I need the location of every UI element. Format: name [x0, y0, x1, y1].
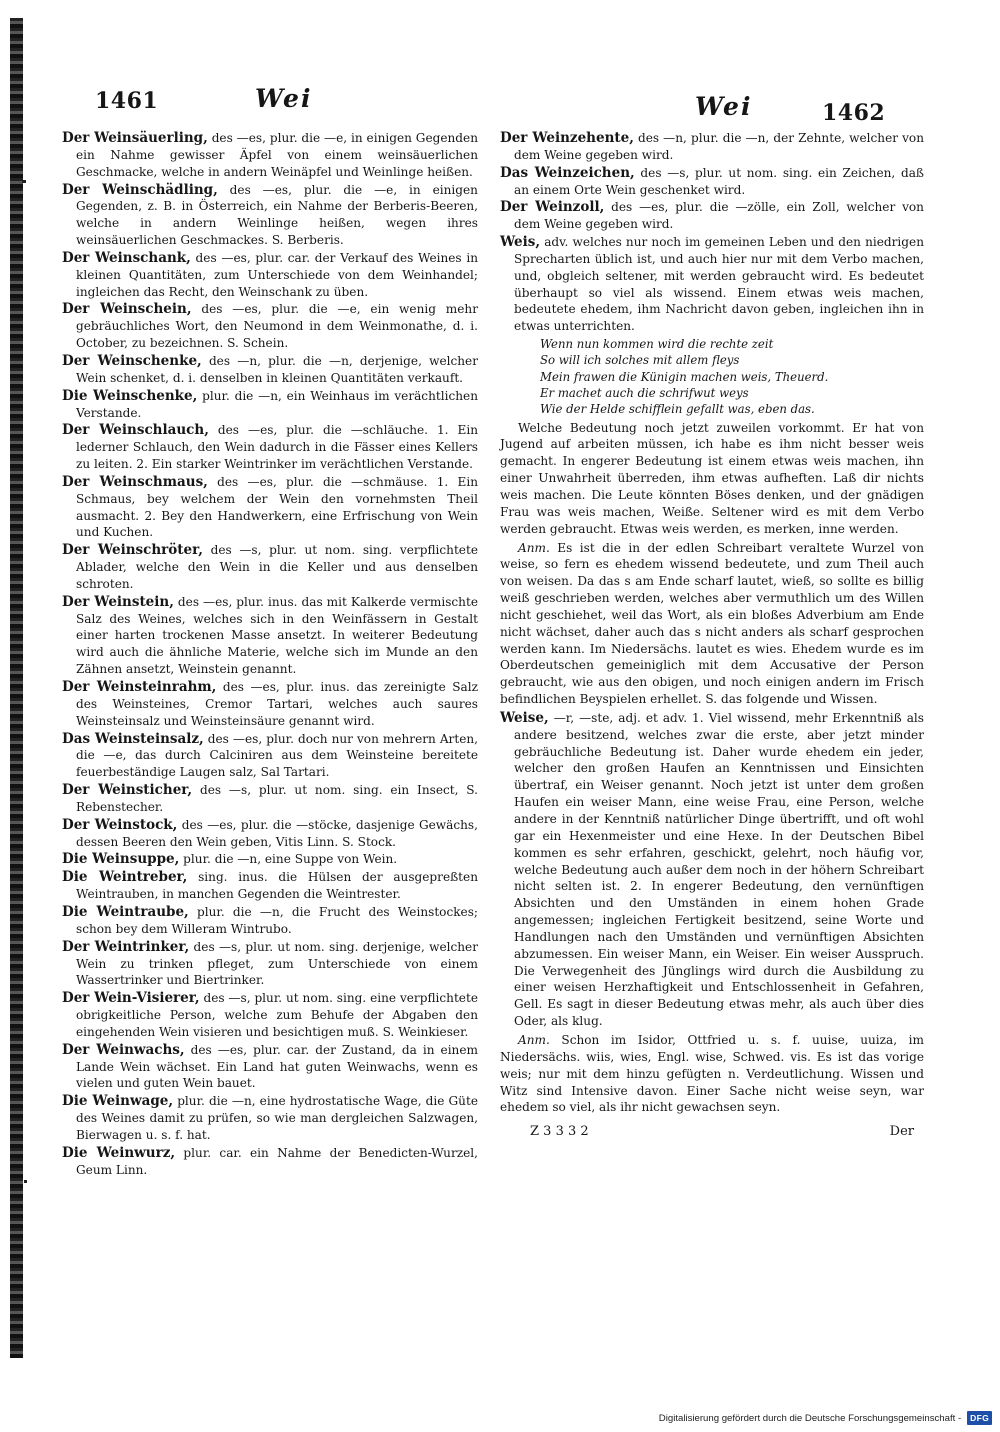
- dictionary-entry: [62, 182, 478, 249]
- entry-text: des —s, plur. ut nom. sing. derjenige, welcher Wein zu trinken pfleget, zum Unterschiede von einem Wassertrinker und Biertrinker.: [76, 939, 478, 988]
- entry-lemma: Das Weinzeichen,: [500, 164, 635, 181]
- dictionary-entry: [62, 731, 478, 782]
- annotation-label: Anm.: [518, 540, 550, 555]
- dictionary-entry: [62, 817, 478, 851]
- entry-text: des —s, plur. ut nom. sing. ein Insect, S. Rebenstecher.: [76, 783, 478, 814]
- entry-lemma: Der Weinzoll,: [500, 199, 605, 216]
- dictionary-entry: [500, 165, 924, 199]
- entry-lemma: Die Weintreber,: [62, 869, 188, 886]
- dictionary-entry: [62, 1093, 478, 1144]
- entry-lemma: Weis,: [500, 234, 541, 251]
- scan-speck: [22, 180, 26, 183]
- entry-lemma: Der Weinschenke,: [62, 352, 202, 369]
- entry-text: plur. die —n, eine hydrostatische Wage, die Güte des Weines damit zu prüfen, so wie man dergleichen Salzwagen, Bierwagen u. s. f. hat.: [76, 1094, 478, 1142]
- dictionary-entry-weise: [500, 710, 924, 1030]
- dictionary-entry: [62, 990, 478, 1041]
- credit-text: Digitalisierung gefördert durch die Deutsche Forschungsgemeinschaft -: [658, 1412, 962, 1424]
- entry-text: adv. welches nur noch im gemeinen Leben und den niedrigen Sprecharten üblich ist, und auch hier nur mit dem Verbo machen, und, obgleich seltener, mit werden gebraucht wird. Es bedeutet überhaupt so viel als wissend. Einem etwas weis machen, bedeutete ehedem, ihm Nachricht davon geben, ingleichen ihn in etwas unterrichten.: [514, 235, 924, 334]
- annotation-weise: [500, 1032, 924, 1116]
- entry-text: des —es, plur. die —e, ein wenig mehr gebräuchliches Wort, den Neumond in dem Weinmonathe, d. i. October, zu bezeichnen. S. Schein.: [76, 302, 478, 351]
- left-column: [62, 130, 478, 1179]
- entry-text: des —es, plur. die —schläuche. 1. Ein lederner Schlauch, den Wein dadurch in die Fässer eines Kellers zu leiten. 2. Ein starker Weintrinker im verächtlichen Verstande.: [76, 423, 478, 472]
- dictionary-entry: [62, 1042, 478, 1093]
- entry-lemma: Der Weinschein,: [62, 301, 192, 318]
- right-column: [500, 130, 924, 1141]
- dictionary-entry: [62, 422, 478, 473]
- entry-lemma: Der Weinsticher,: [62, 782, 193, 799]
- entry-lemma: Der Weinzehente,: [500, 130, 634, 146]
- entry-lemma: Der Weinschmaus,: [62, 473, 208, 490]
- entry-lemma: Der Wein-Visierer,: [62, 990, 200, 1007]
- entry-text: sing. inus. die Hülsen der ausgepreßten Weintrauben, in manchen Gegenden die Weintrester.: [76, 870, 478, 902]
- scan-edge-shadow: [10, 18, 23, 1358]
- dictionary-entry: [62, 542, 478, 593]
- running-head-right: Wei: [695, 92, 753, 121]
- entry-text: des —s, plur. ut nom. sing. eine verpflichtete obrigkeitliche Person, welche zum Behufe der Abgaben den eingehenden Wein visieren und besichtigen muß. S. Weinkieser.: [76, 991, 478, 1039]
- dictionary-entry: [500, 130, 924, 164]
- dictionary-entry: [62, 130, 478, 181]
- dictionary-entry: [500, 234, 924, 335]
- entry-text: des —es, plur. die —e, in einigen Gegenden, z. B. in Österreich, ein Nahme der Berberis-Beeren, welche in andern Weinlinge heißen, wegen ihres weinsäuerlichen Geschmackes. S. Berberis.: [76, 182, 478, 248]
- dictionary-entry: [62, 782, 478, 816]
- paragraph-after-quote: Welche Bedeutung noch jetzt zuweilen vorkommt. Er hat von Jugend auf arbeiten müssen, ich habe es ihm nicht besser weis gemacht. In engerer Bedeutung ist einem etwas weis machen, ihn einer Unwahrheit überreden, ihm etwas aufheften. Laß dir nichts weis machen. Die Leute könnten Böses denken, und der gnädigen Frau was weis machen, Weiße. Seltener wird es mit dem Verbo werden gebraucht. Etwas weis werden, es merken, inne werden.: [500, 420, 924, 536]
- entry-lemma: Weise,: [500, 709, 549, 726]
- verse-line: Mein frawen die Künigin machen weis, Theuerd.: [540, 369, 829, 384]
- entry-lemma: Der Weinschädling,: [62, 181, 218, 198]
- dictionary-entry: [62, 904, 478, 938]
- annotation-text: Es ist die in der edlen Schreibart veraltete Wurzel von weise, so fern es ehedem wissend bedeutete, und zum Theil auch von weisen. Da das s am Ende scharf lautet, wieß, so sollte es billig weiß geschrieben werden, welches aber vermuthlich um des Willen nicht geschiehet, weil das Wort, als ein bloßes Adverbium am Ende nicht wächset, daher auch das s nicht anders als scharf gesprochen werden kann. Im Niedersächs. lautet es wies. Ehedem wurde es im Oberdeutschen gemeiniglich mit dem Accusative der Person gebraucht, wie aus den obigen, und noch einigen andern im Frisch befindlichen Beyspielen erhellet. S. das folgende und Wissen.: [500, 540, 924, 707]
- entry-text: des —es, plur. doch nur von mehrern Arten, die —e, das durch Calciniren aus dem Weinsteine bereitete feuerbeständige Laugen salz, Sal Tartari.: [76, 731, 478, 780]
- dictionary-entry: [62, 353, 478, 387]
- running-head-left: Wei: [255, 84, 313, 113]
- entry-text: plur. die —n, eine Suppe von Wein.: [183, 852, 398, 867]
- dictionary-entry: [62, 388, 478, 422]
- right-entries: [500, 130, 924, 335]
- entry-text: des —s, plur. ut nom. sing. verpflichtete Ablader, welche den Wein in die Keller und aus denselben schroten.: [76, 543, 478, 591]
- entry-text: plur. die —n, die Frucht des Weinstockes; schon bey dem Willeram Wintrubo.: [76, 904, 478, 936]
- dfg-logo: DFG: [967, 1411, 992, 1425]
- verse-quote: [500, 336, 924, 417]
- dictionary-entry: [62, 250, 478, 301]
- entry-text: des —es, plur. car. der Verkauf des Weines in kleinen Quantitäten, zum Unterschiede von dem Weinhandel; ingleichen das Recht, den Weinschank zu üben.: [76, 250, 478, 299]
- entry-text: des —s, plur. ut nom. sing. ein Zeichen, daß an einem Orte Wein geschenket wird.: [514, 165, 924, 197]
- dictionary-entry: [62, 869, 478, 903]
- digitization-credit: [659, 1410, 992, 1426]
- dictionary-entry: [62, 594, 478, 678]
- entry-lemma: Der Weinsteinrahm,: [62, 679, 217, 695]
- annotation-label: Anm.: [518, 1032, 550, 1047]
- entry-text: des —es, plur. inus. das mit Kalkerde vermischte Salz des Weines, welches sich in den Weinfässern in Gestalt einer harten trockenen Masse ansetzt. In weiterer Bedeutung wird auch die ähnliche Materie, welche sich im Munde an den Zähnen ansetzt, Weinstein genannt.: [76, 594, 478, 677]
- entry-text: des —es, plur. die —zölle, ein Zoll, welcher von dem Weine gegeben wird.: [514, 200, 924, 232]
- entry-lemma: Der Weinstein,: [62, 593, 174, 610]
- annotation-weis: [500, 540, 924, 708]
- dictionary-entry: [500, 199, 924, 233]
- entry-lemma: Der Weinwachs,: [62, 1041, 185, 1058]
- dictionary-entry: [62, 474, 478, 541]
- verse-line: Wie der Helde schifflein gefallt was, eben das.: [540, 402, 815, 417]
- entry-lemma: Die Weintraube,: [62, 903, 189, 920]
- entry-text: des —n, plur. die —n, der Zehnte, welcher von dem Weine gegeben wird.: [514, 131, 924, 162]
- signature-mark: Z 3 3 3 2: [530, 1124, 589, 1140]
- entry-lemma: Der Weintrinker,: [62, 938, 190, 955]
- dictionary-entry: [62, 679, 478, 730]
- page-foot: [500, 1118, 924, 1141]
- page-number-right: 1462: [822, 100, 886, 126]
- entry-lemma: Der Weinschröter,: [62, 542, 203, 559]
- entry-text: plur. die —n, ein Weinhaus im verächtlichen Verstande.: [76, 388, 478, 420]
- catchword: Der: [889, 1124, 914, 1140]
- verse-line: Wenn nun kommen wird die rechte zeit: [540, 337, 774, 352]
- entry-lemma: Der Weinsäuerling,: [62, 130, 208, 146]
- dictionary-entry: [62, 851, 478, 868]
- entry-text: des —es, plur. die —stöcke, dasjenige Gewächs, dessen Beeren den Wein geben, Vitis Linn. S. Stock.: [76, 817, 478, 849]
- entry-lemma: Die Weinschenke,: [62, 387, 198, 404]
- entry-text: —r, —ste, adj. et adv. 1. Viel wissend, mehr Erkenntniß als andere besitzend, welches zwar die erste, aber jetzt minder gebräuchliche Bedeutung ist. Daher wurde ehedem ein jeder, welcher den großen Haufen an Kenntnissen und Einsichten übertraf, ein Weiser genannt. Noch jetzt ist unter dem großen Haufen ein weiser Mann, eine weise Frau, eine Person, welche andere in der Kenntniß natürlicher Dinge übertrifft, und oft wohl gar ein Hexenmeister und eine Hexe. In der Deutschen Bibel kommen es sehr erfahren, geschickt, gelehrt, noch häufig vor, welche Bedeutung auch außer dem noch in der höhern Schreibart nicht selten ist. 2. In engerer Bedeutung, den vernünftigen Absichten und den Umständen in einem hohen Grade angemessen; ingleichen Fertigkeit besitzend, seine Worte und Handlungen nach den Umständen und vernünftigen Absichten abzumessen. Ein weiser Mann, ein Weiser. Ein weiser Ausspruch. Die Verwegenheit des Jünglings wird durch die Ausbildung zu einer weisen Herzhaftigkeit und Entschlossenheit in Gefahren, Gell. Es sagt in dieser Bedeutung etwas mehr, als auch über dies Oder, als klug.: [514, 710, 924, 1029]
- entry-lemma: Der Weinstock,: [62, 816, 178, 833]
- entry-lemma: Die Weinsuppe,: [62, 851, 180, 868]
- entry-lemma: Das Weinsteinsalz,: [62, 730, 204, 747]
- entry-lemma: Die Weinwurz,: [62, 1144, 176, 1161]
- dictionary-entry: [62, 939, 478, 990]
- annotation-text: Schon im Isidor, Ottfried u. s. f. uuise, uuiza, im Niedersächs. wiis, wies, Engl. wise, Schwed. vis. Es ist das vorige weis; nur mit dem hinzu gefügten n. Verdeutlichung. Wissen und Witz sind Intensive davon. Einer Sache nicht weise seyn, war ehedem so viel, als ihr nicht gewachsen seyn.: [500, 1032, 924, 1115]
- entry-text: des —es, plur. inus. das zereinigte Salz des Weinsteines, Cremor Tartari, welches auch saures Weinsteinsalz und Weinsteinsäure genannt wird.: [76, 680, 478, 728]
- entry-text: des —es, plur. die —e, in einigen Gegenden ein Nahme gewisser Äpfel von einem weinsäuerlichen Geschmacke, welche in andern Weinäpfel und Weinlinge heißen.: [76, 131, 478, 179]
- verse-line: So will ich solches mit allem fleys: [540, 353, 740, 368]
- entry-text: des —es, plur. car. der Zustand, da in einem Lande Wein wächset. Ein Land hat guten Weinwachs, wenn es vielen und guten Wein bauet.: [76, 1042, 478, 1091]
- entry-lemma: Die Weinwage,: [62, 1093, 174, 1110]
- scan-speck: [24, 1180, 27, 1183]
- dictionary-entry: [62, 301, 478, 352]
- entry-lemma: Der Weinschank,: [62, 249, 191, 266]
- verse-line: Er machet auch die schrifwut weys: [540, 386, 749, 401]
- entry-lemma: Der Weinschlauch,: [62, 422, 209, 439]
- entry-text: plur. car. ein Nahme der Benedicten-Wurzel, Geum Linn.: [76, 1145, 478, 1177]
- page-number-left: 1461: [95, 88, 159, 114]
- entry-text: des —es, plur. die —schmäuse. 1. Ein Schmaus, bey welchem der Wein den vornehmsten Theil ausmacht. 2. Bey den Handwerkern, eine Erfrischung von Wein und Kuchen.: [76, 474, 479, 540]
- entry-text: des —n, plur. die —n, derjenige, welcher Wein schenket, d. i. denselben in kleinen Quantitäten verkauft.: [76, 353, 478, 385]
- dictionary-entry: [62, 1145, 478, 1179]
